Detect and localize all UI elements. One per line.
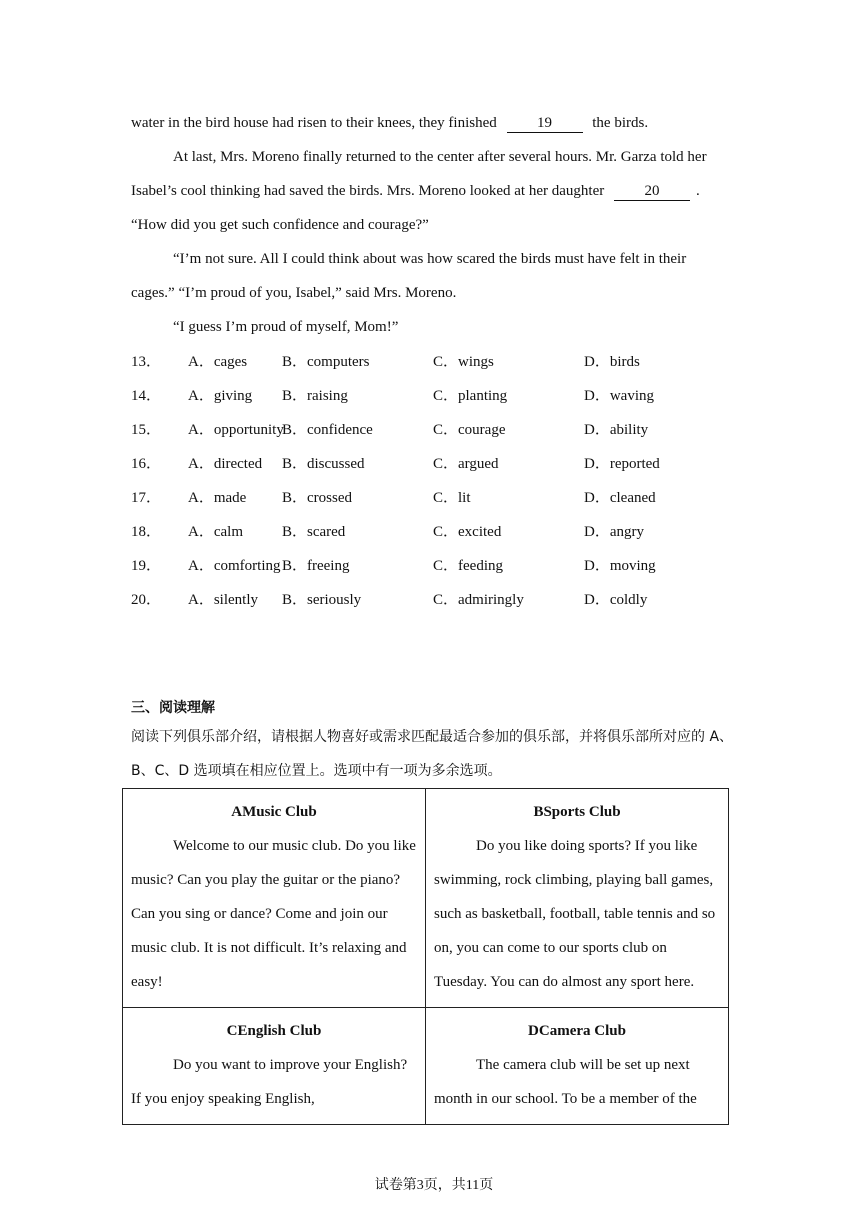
question-number: 14． [131, 388, 162, 404]
option-d: D．angry [584, 524, 644, 540]
club-description: The camera club will be set up next month in our school. To be a member of the [434, 1057, 697, 1107]
question-row [131, 549, 731, 583]
passage-paragraph-2 [131, 140, 731, 242]
option-d: D．coldly [584, 592, 648, 608]
passage-text: water in the bird house had risen to their knees, they finished [131, 115, 497, 131]
club-card-b [426, 789, 729, 1008]
option-b: B．confidence [282, 422, 373, 438]
question-number: 18． [131, 524, 162, 540]
passage-text: . “How did you get such confidence and courage?” [131, 183, 700, 233]
club-title: AMusic Club [231, 804, 317, 820]
section-instructions: 阅读下列俱乐部介绍，请根据人物喜好或需求匹配最适合参加的俱乐部，并将俱乐部所对应的 A、B、C、D 选项填在相应位置上。选项中有一项为多余选项。 [131, 729, 734, 779]
club-card-a [123, 789, 426, 1008]
club-title: BSports Club [533, 804, 621, 820]
section-title: 三、阅读理解 [131, 700, 215, 716]
passage-text: the birds. [592, 115, 649, 131]
question-number: 13． [131, 354, 162, 370]
option-a: A．directed [188, 456, 263, 472]
option-c: C．planting [433, 388, 508, 404]
option-d: D．reported [584, 456, 660, 472]
passage-line-1 [131, 106, 731, 140]
option-c: C．lit [433, 490, 471, 506]
question-number: 20． [131, 592, 162, 608]
question-number: 19． [131, 558, 162, 574]
option-d: D．waving [584, 388, 654, 404]
clubs-table [122, 788, 729, 1125]
answer-blank-20: 20 [614, 182, 690, 201]
option-d: D．moving [584, 558, 656, 574]
passage-paragraph-3: “I’m not sure. All I could think about was how scared the birds must have felt in their cages.” “I’m proud of you, Isabel,” said Mrs. Moreno. [131, 251, 687, 301]
option-a: A．giving [188, 388, 253, 404]
question-row [131, 515, 731, 549]
option-d: D．ability [584, 422, 649, 438]
question-row [131, 379, 731, 413]
question-number: 15． [131, 422, 162, 438]
club-title: DCamera Club [528, 1023, 626, 1039]
option-d: D．birds [584, 354, 640, 370]
option-d: D．cleaned [584, 490, 656, 506]
option-c: C．feeding [433, 558, 503, 574]
question-options [131, 345, 731, 617]
question-row [131, 583, 731, 617]
question-row [131, 345, 731, 379]
question-number: 16． [131, 456, 162, 472]
option-c: C．wings [433, 354, 494, 370]
option-a: A．cages [188, 354, 248, 370]
option-a: A．made [188, 490, 247, 506]
option-a: A．silently [188, 592, 258, 608]
option-b: B．raising [282, 388, 348, 404]
option-b: B．discussed [282, 456, 365, 472]
option-b: B．crossed [282, 490, 352, 506]
option-c: C．excited [433, 524, 502, 540]
club-description: Welcome to our music club. Do you like music? Can you play the guitar or the piano? Can you sing or dance? Come and join our music club. It is not difficult. It’s relaxing and easy! [131, 838, 416, 990]
club-description: Do you like doing sports? If you like swimming, rock climbing, playing ball games, such as basketball, football, table tennis and so on, you can come to our sports club on Tuesday. You can do almost any sport here. [434, 838, 716, 990]
club-card-d [426, 1008, 729, 1125]
option-b: B．seriously [282, 592, 362, 608]
option-c: C．courage [433, 422, 506, 438]
question-row [131, 413, 731, 447]
option-a: A．comforting [188, 558, 281, 574]
club-description: Do you want to improve your English? If you enjoy speaking English, [131, 1057, 408, 1107]
question-row [131, 447, 731, 481]
option-a: A．opportunity [188, 422, 284, 438]
question-row [131, 481, 731, 515]
passage-paragraph-4: “I guess I’m proud of myself, Mom!” [173, 319, 399, 335]
option-b: B．computers [282, 354, 370, 370]
option-b: B．scared [282, 524, 346, 540]
option-a: A．calm [188, 524, 243, 540]
club-card-c [123, 1008, 426, 1125]
question-number: 17． [131, 490, 162, 506]
club-title: CEnglish Club [226, 1023, 322, 1039]
option-c: C．argued [433, 456, 499, 472]
page-footer: 试卷第3页，共11页 [374, 1178, 494, 1193]
answer-blank-19: 19 [507, 114, 583, 133]
option-c: C．admiringly [433, 592, 524, 608]
passage-text: At last, Mrs. Moreno finally returned to the center after several hours. Mr. Garza told her Isabel’s cool thinking had saved the birds. Mrs. Moreno looked at her daughter [131, 149, 707, 199]
option-b: B．freeing [282, 558, 350, 574]
